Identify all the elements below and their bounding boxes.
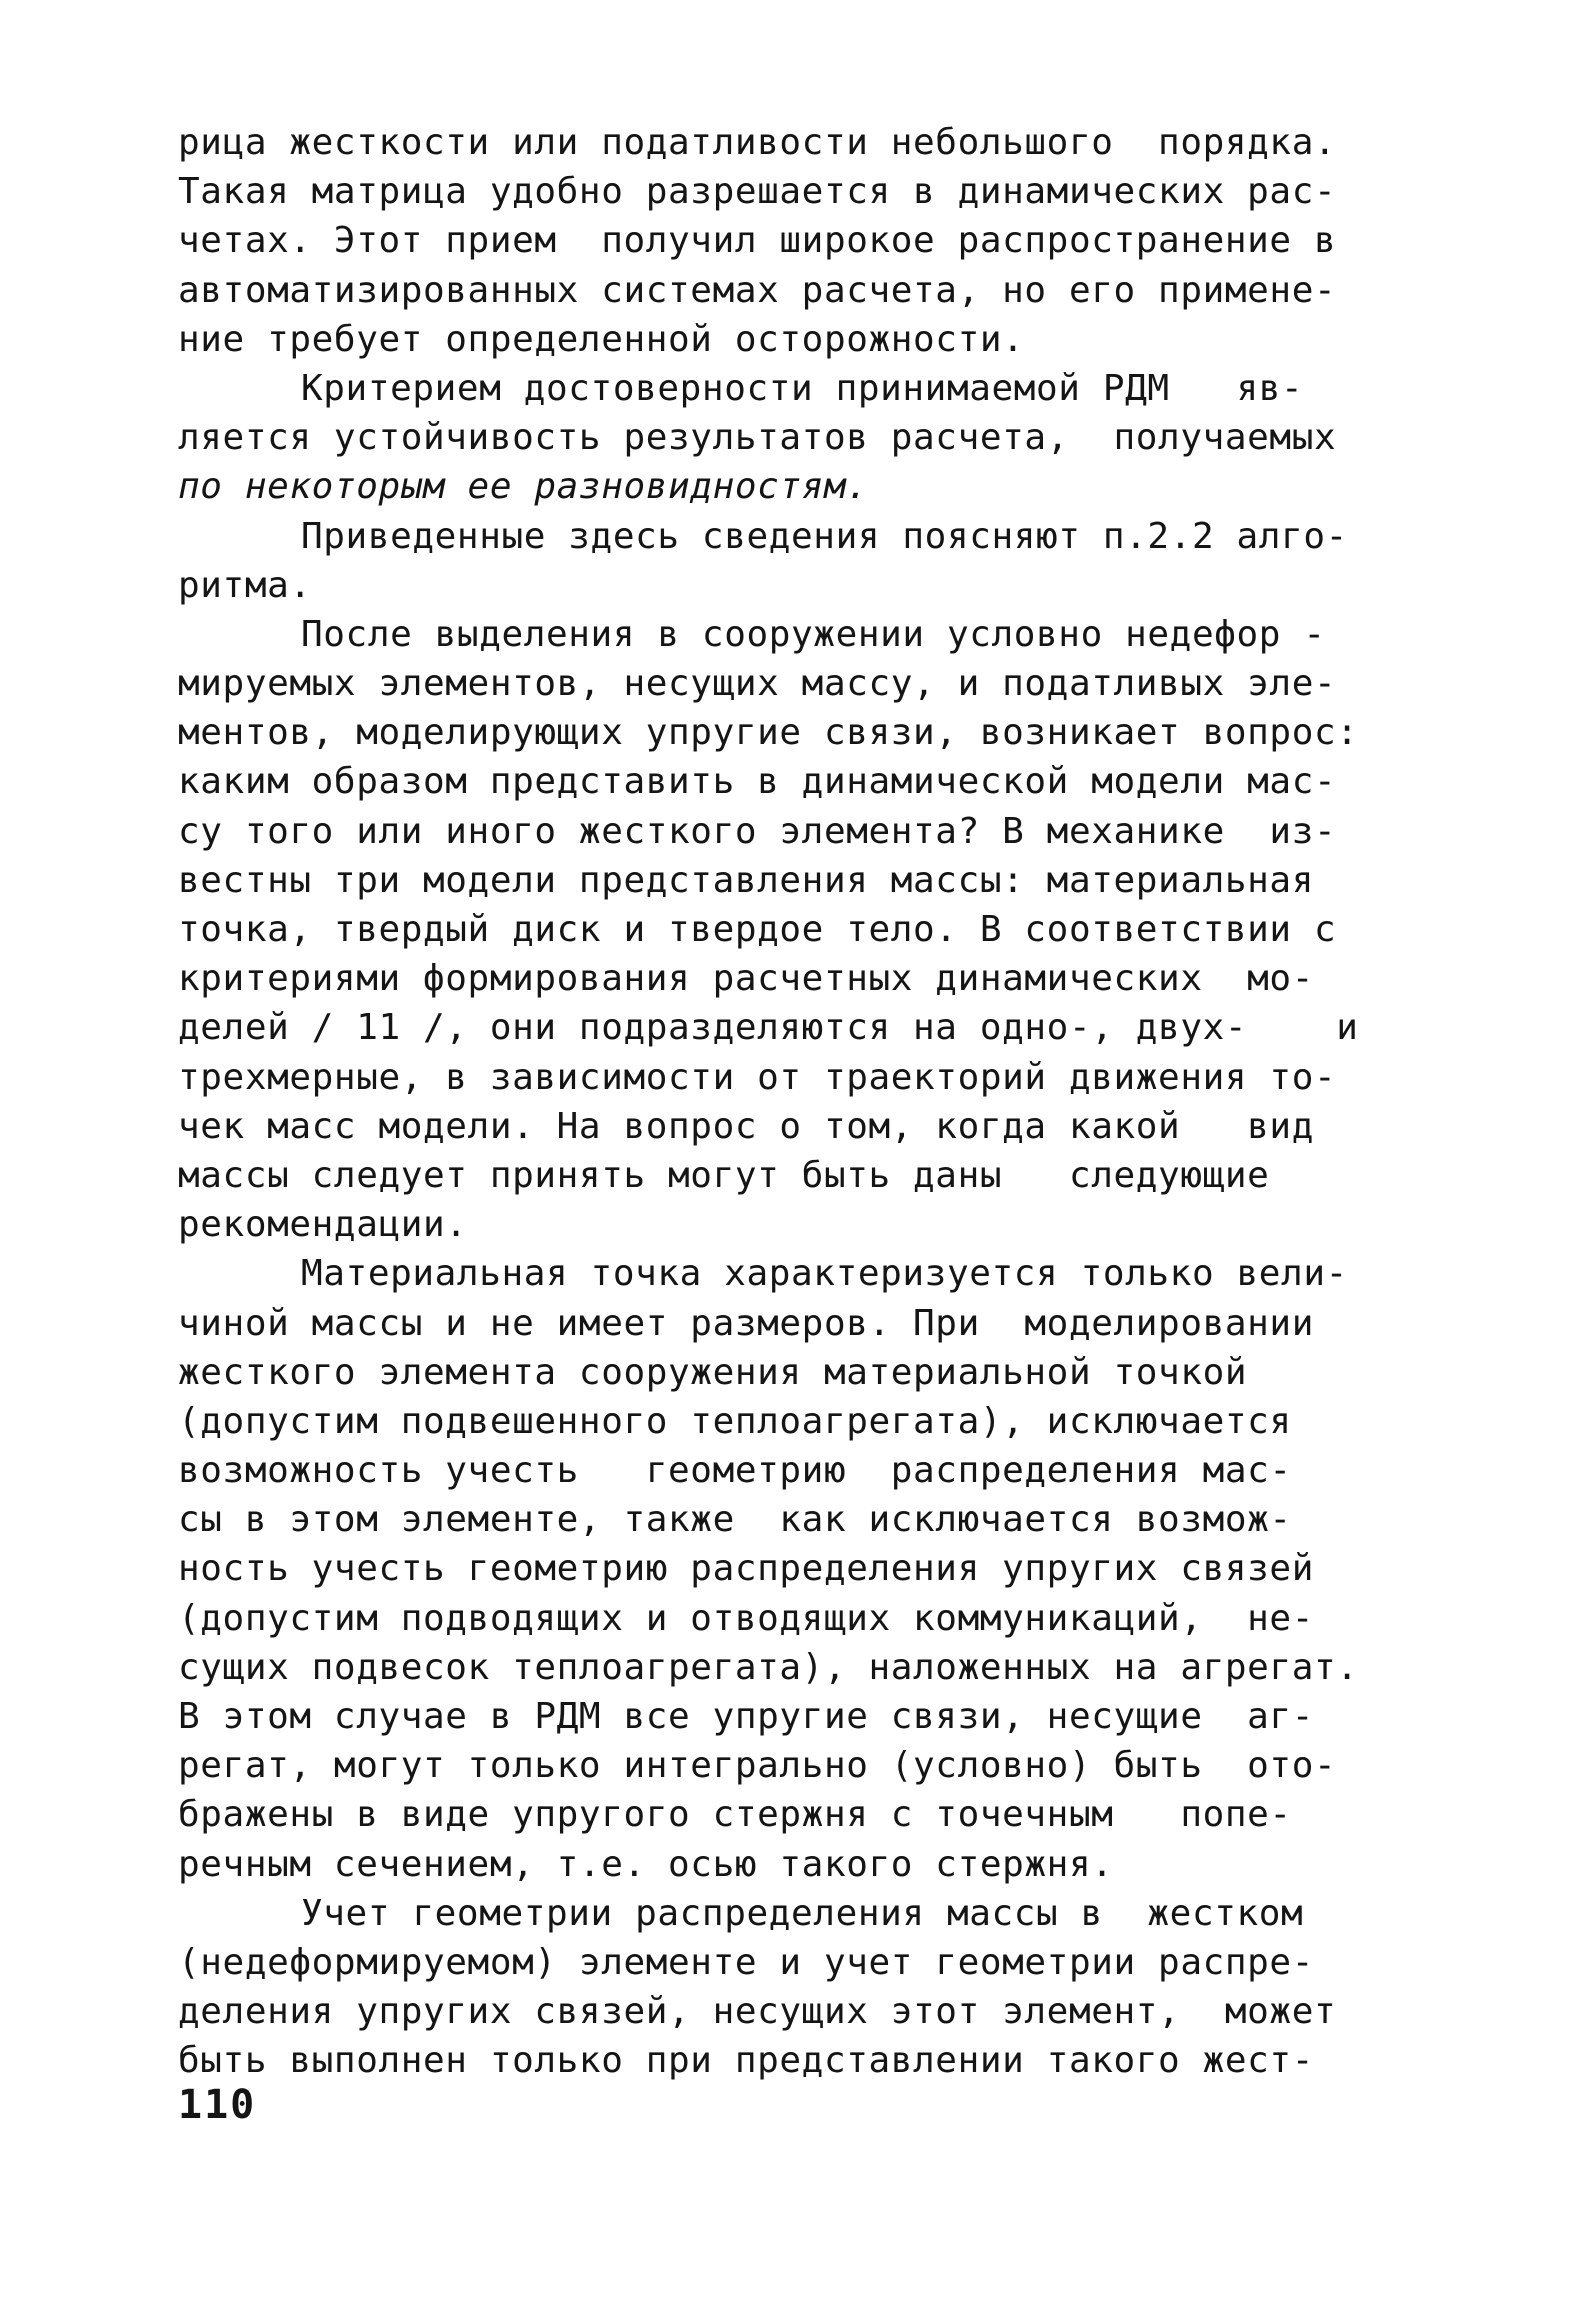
text-line: В этом случае в РДМ все упругие связи, несущие аг-	[178, 1696, 1314, 1737]
text-line: автоматизированных системах расчета, но его примене-	[178, 269, 1337, 311]
text-line: деления упругих связей, несущих этот элемент, может	[178, 1991, 1337, 2033]
text-line: по некоторым ее разновидностям.	[178, 466, 869, 508]
text-line: ритма.	[178, 564, 312, 606]
text-line: Приведенные здесь сведения поясняют п.2.2 алго-	[301, 515, 1348, 557]
text-line: каким образом представить в динамической модели мас-	[178, 761, 1337, 803]
text-line: делей / 11 /, они подразделяются на одно-, двух- и	[178, 1007, 1359, 1049]
text-line: жесткого элемента сооружения материальной точкой	[178, 1351, 1248, 1393]
text-line: мируемых элементов, несущих массу, и податливых эле-	[178, 663, 1337, 705]
text-line: ляется устойчивость результатов расчета, получаемых	[178, 417, 1337, 459]
text-line: массы следует принять могут быть даны следующие	[178, 1154, 1270, 1196]
text-line: (допустим подводящих и отводящих коммуникаций, не-	[178, 1597, 1314, 1639]
text-line: критериями формирования расчетных динамических мо-	[178, 958, 1314, 1000]
text-line: (допустим подвешенного теплоагрегата), исключается	[178, 1400, 1292, 1442]
text-line: рекомендации.	[178, 1204, 468, 1246]
text-line: Такая матрица удобно разрешается в динамических рас-	[178, 171, 1337, 213]
text-line: точка, твердый диск и твердое тело. В соответствии с	[178, 909, 1337, 950]
text-line: регат, могут только интегрально (условно) быть ото-	[178, 1745, 1337, 1787]
text-line: четах. Этот прием получил широкое распространение в	[178, 220, 1337, 262]
text-line: сущих подвесок теплоагрегата), наложенных на агрегат.	[178, 1646, 1359, 1688]
text-line: Критерием достоверности принимаемой РДМ яв-	[301, 367, 1304, 409]
text-line: вестны три модели представления массы: материальная	[178, 859, 1314, 901]
text-line: трехмерные, в зависимости от траекторий движения то-	[178, 1056, 1337, 1098]
text-line: После выделения в сооружении условно недефор -	[301, 613, 1326, 655]
text-line: речным сечением, т.е. осью такого стержня.	[178, 1843, 1114, 1885]
text-line: чиной массы и не имеет размеров. При моделировании	[178, 1302, 1314, 1344]
text-line: ние требует определенной осторожности.	[178, 318, 1025, 360]
body-text	[178, 118, 1478, 2086]
text-line: быть выполнен только при представлении такого жест-	[178, 2040, 1314, 2082]
text-line: бражены в виде упругого стержня с точечным попе-	[178, 1794, 1292, 1836]
text-line: чек масс модели. На вопрос о том, когда какой вид	[178, 1105, 1314, 1147]
text-line: возможность учесть геометрию распределения мас-	[178, 1450, 1292, 1492]
text-line: рица жесткости или податливости небольшого порядка.	[178, 122, 1337, 163]
text-line: Учет геометрии распределения массы в жестком	[301, 1892, 1304, 1934]
text-line: Материальная точка характеризуется только вели-	[301, 1253, 1348, 1295]
text-line: (недеформируемом) элементе и учет геометрии распре-	[178, 1941, 1314, 1983]
text-line: ность учесть геометрию распределения упругих связей	[178, 1548, 1314, 1590]
text-line: сы в этом элементе, также как исключается возмож-	[178, 1499, 1292, 1541]
text-line: су того или иного жесткого элемента? В механике из-	[178, 810, 1337, 852]
page-number: 110	[178, 2082, 257, 2128]
text-line: ментов, моделирующих упругие связи, возникает вопрос:	[178, 712, 1359, 754]
